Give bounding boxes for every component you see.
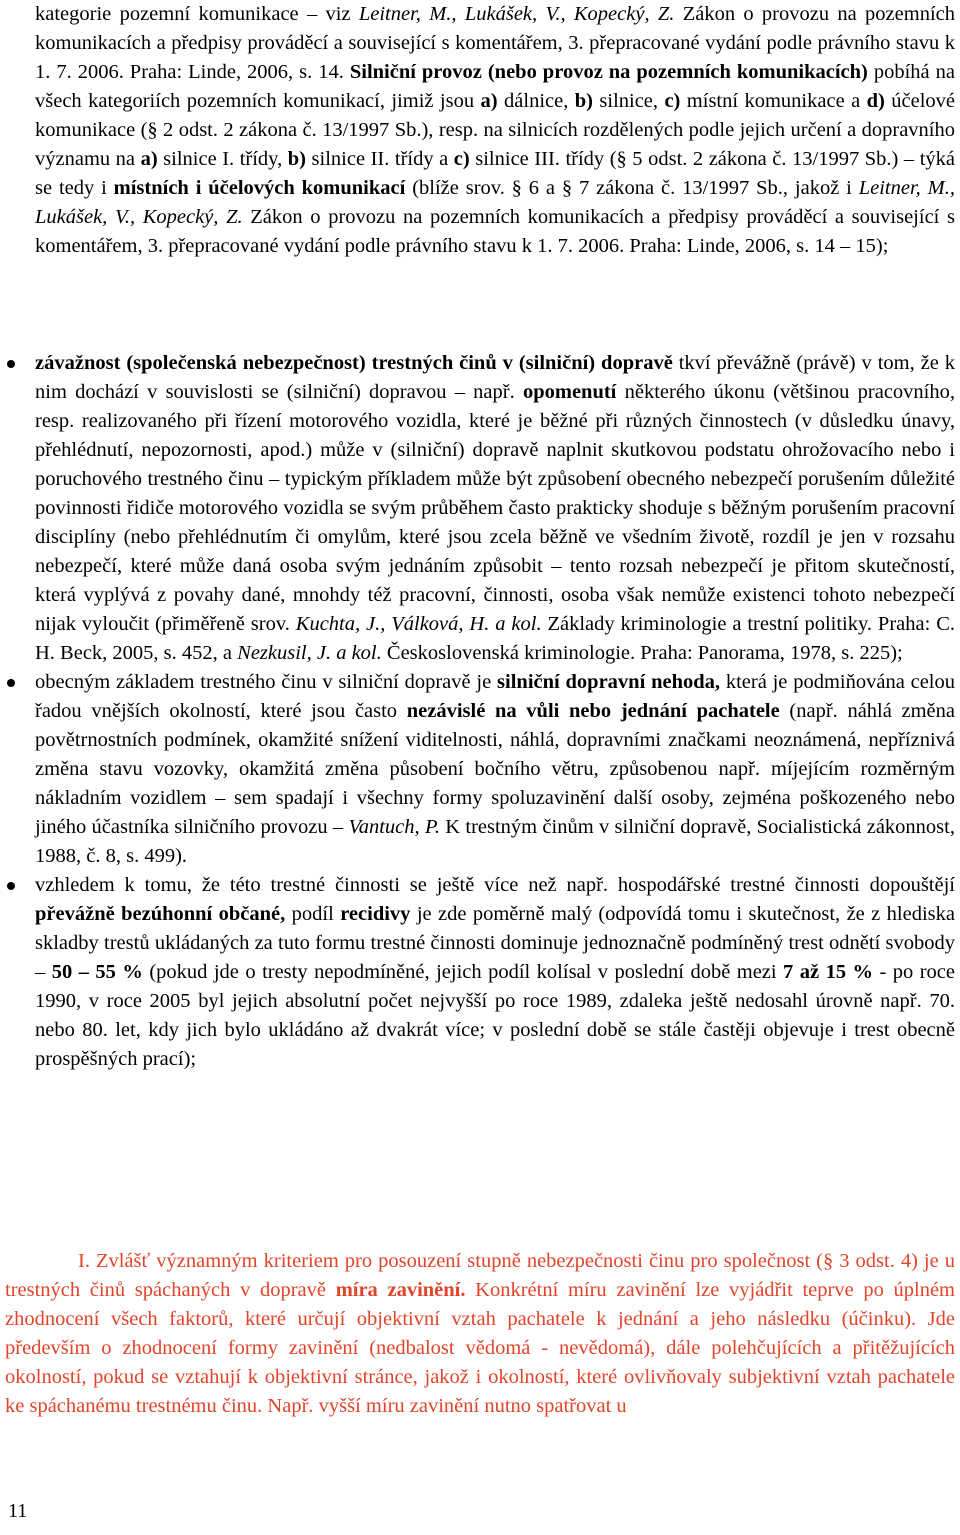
list-item-text [35,874,955,1070]
text-run: některého úkonu (většinou pracovního, resp. realizovaného při řízení motorového vozidla, které je běžné při různých činnostech (v důsledku únavy, přehlédnutí, nepozornosti, apod.) může v (silniční) dopravě naplnit skutkovou podstatu ohrožovacího nebo i poruchového trestného činu – typickým příkladem může být způsobení obecného nebezpečí porušením důležité povinnosti řidiče motorového vozidla se svým průběhem často prakticky shoduje s běžným porušením pracovní disciplíny (nebo přehlédnutím či omylům, které jsou zcela běžně ve všedním životě, rozdíl je jen v rozsahu nebezpečí, které může daná osoba svým jednáním způsobit – tento rozsah nebezpečí je přitom skutečností, která vyplývá z povahy dané, mnohdy též pracovní, činnosti, osoba však nemůže existenci tohoto nebezpečí nijak vyloučit (přiměřeně srov. [35,381,955,635]
bullet-list [0,349,960,1074]
text-run: a) [480,90,498,112]
text-run: b) [574,90,593,112]
text-run: K trestným činům v silniční dopravě, Socialistická zákonnost, 1988, č. 8, s. 499). [35,816,955,867]
text-run: je zde poměrně malý (odpovídá tomu i skutečnost, že z hlediska skladby trestů ukládaných za tuto formu trestné činnosti dominuje jednoznačně podmíněný trest odnětí svobody – [35,903,955,983]
text-run: místní komunikace a [680,90,867,112]
text-run: místních i účelových komunikací [113,177,406,199]
text-run: (např. náhlá změna povětrnostních podmínek, okamžité snížení viditelnosti, náhlá, dopravními značkami neoznámená, nepříznivá změna stavu vozovky, okamžitá změna působení bočního větru, způsobenou např. míjejícím rozměrným nákladním vozidlem – sem spadají i všechny formy spoluzavinění další osoby, zejména poškozeného nebo jiného účastníka silničního provozu – [35,700,956,838]
bullet-icon [7,882,15,890]
text-run: Zákon o provozu na pozemních komunikacích a předpisy prováděcí a související s komentářem, 3. přepracované vydání podle právního stavu k 1. 7. 2006. Praha: Linde, 2006, s. 14 – 15); [35,206,955,257]
text-run: tkví převážně (právě) v tom, že k nim dochází v souvislosti se (silniční) dopravou – např. [35,352,955,403]
text-run: c) [664,90,681,112]
text-run: Základy kriminologie a trestní politiky. Praha: C. H. Beck, 2005, s. 452, a [35,613,955,664]
text-run: 7 až 15 % [783,961,874,983]
text-run: podíl [285,903,341,925]
text-run: Leitner, M., Lukášek, V., Kopecký, Z. [358,3,675,25]
text-run: Konkrétní míru zavinění lze vyjádřit teprve po úplném zhodnocení všech faktorů, které určují objektivní vztah pachatele k jednání a jeho následku (účinku). Jde především o zhodnocení formy zavinění (nedbalost vědomá - nevědomá), dále polehčujících a přitěžujících okolností, pokud se vztahují k objektivní stránce, jakož i okolností, které ovlivňovaly subjektivní vztah pachatele ke spáchanému trestnému činu. Např. vyšší míru zavinění nutno spatřovat u [5,1279,955,1417]
text-run: účelové komunikace (§ 2 odst. 2 zákona č. 13/1997 Sb.), resp. na silnicích rozdělených podle jejich určení a dopravního významu na [35,90,955,170]
text-run: obecným základem trestného činu v silniční dopravě je [35,671,498,693]
paragraph-road-traffic [35,0,955,261]
paragraph-text [5,1250,955,1417]
bullet-icon [7,679,15,687]
text-run: nezávislé na vůli nebo jednání pachatele [406,700,780,722]
text-run: vzhledem k tomu, že této trestné činnosti se ještě více než např. hospodářské trestné činnosti dopouštějí [35,874,955,896]
text-run: Silniční provoz (nebo provoz na pozemních komunikacích) [349,61,868,83]
text-run: Nezkusil, J. a kol. [237,642,382,664]
text-run: I. Zvlášť významným kriteriem pro posouzení stupně nebezpečnosti činu pro společnost (§ 3 odst. 4) je u trestných činů spáchaných v dopravě [5,1250,955,1301]
text-run: Zákon o provozu na pozemních komunikacích a předpisy prováděcí a související s komentářem, 3. přepracované vydání podle právního stavu k 1. 7. 2006. Praha: Linde, 2006, s. 14. [35,3,955,83]
text-run: kategorie pozemní komunikace – viz [35,3,359,25]
text-run: silnice III. třídy (§ 5 odst. 2 zákona č. 13/1997 Sb.) – týká se tedy i [35,148,955,199]
text-run: b) [287,148,306,170]
text-run: recidivy [340,903,411,925]
text-run: silniční dopravní nehoda, [497,671,721,693]
text-run: c) [453,148,470,170]
text-run: - po roce 1990, v roce 2005 byl jejich absolutní počet nejvyšší po roce 1989, zdaleka ještě nedosahl úrovně např. 70. nebo 80. let, kdy jich bylo ukládáno až dvakrát více; v poslední době se stále častěji objevuje i trest obecně prospěšných prací); [35,961,956,1070]
text-run: silnice II. třídy a [306,148,454,170]
text-run: a) [140,148,158,170]
text-run: Vantuch, P. [348,816,440,838]
text-run: převážně bezúhonní občané, [35,903,286,925]
text-run: dálnice, [497,90,575,112]
bullet-icon [7,360,15,368]
text-run: silnice I. třídy, [157,148,288,170]
page-number: 11 [8,1500,28,1522]
text-run: d) [866,90,885,112]
text-run: míra zavinění. [335,1279,466,1301]
text-run: která je podmiňována celou řadou vnějších okolností, které jsou často [35,671,956,722]
text-run: pobíhá na všech kategoriích pozemních komunikací, jimiž jsou [35,61,955,112]
list-item [0,349,955,668]
text-run: opomenutí [522,381,617,403]
list-item [0,668,955,871]
text-run: Československá kriminologie. Praha: Panorama, 1978, s. 225); [381,642,903,664]
text-run: (blíže srov. § 6 a § 7 zákona č. 13/1997 Sb., jakož i [405,177,859,199]
text-run: závažnost (společenská nebezpečnost) trestných činů v (silniční) dopravě [35,352,673,374]
text-run: silnice, [592,90,665,112]
list-item-text [35,352,955,664]
list-item [0,871,955,1074]
text-run: Leitner, M., Lukášek, V., Kopecký, Z. [35,177,955,228]
paragraph-fault-degree [5,1247,955,1421]
text-run: 50 – 55 % [51,961,143,983]
list-item-text [35,671,955,867]
text-run: Kuchta, J., Válková, H. a kol. [295,613,542,635]
text-run: (pokud jde o tresty nepodmíněné, jejich podíl kolísal v poslední době mezi [142,961,784,983]
